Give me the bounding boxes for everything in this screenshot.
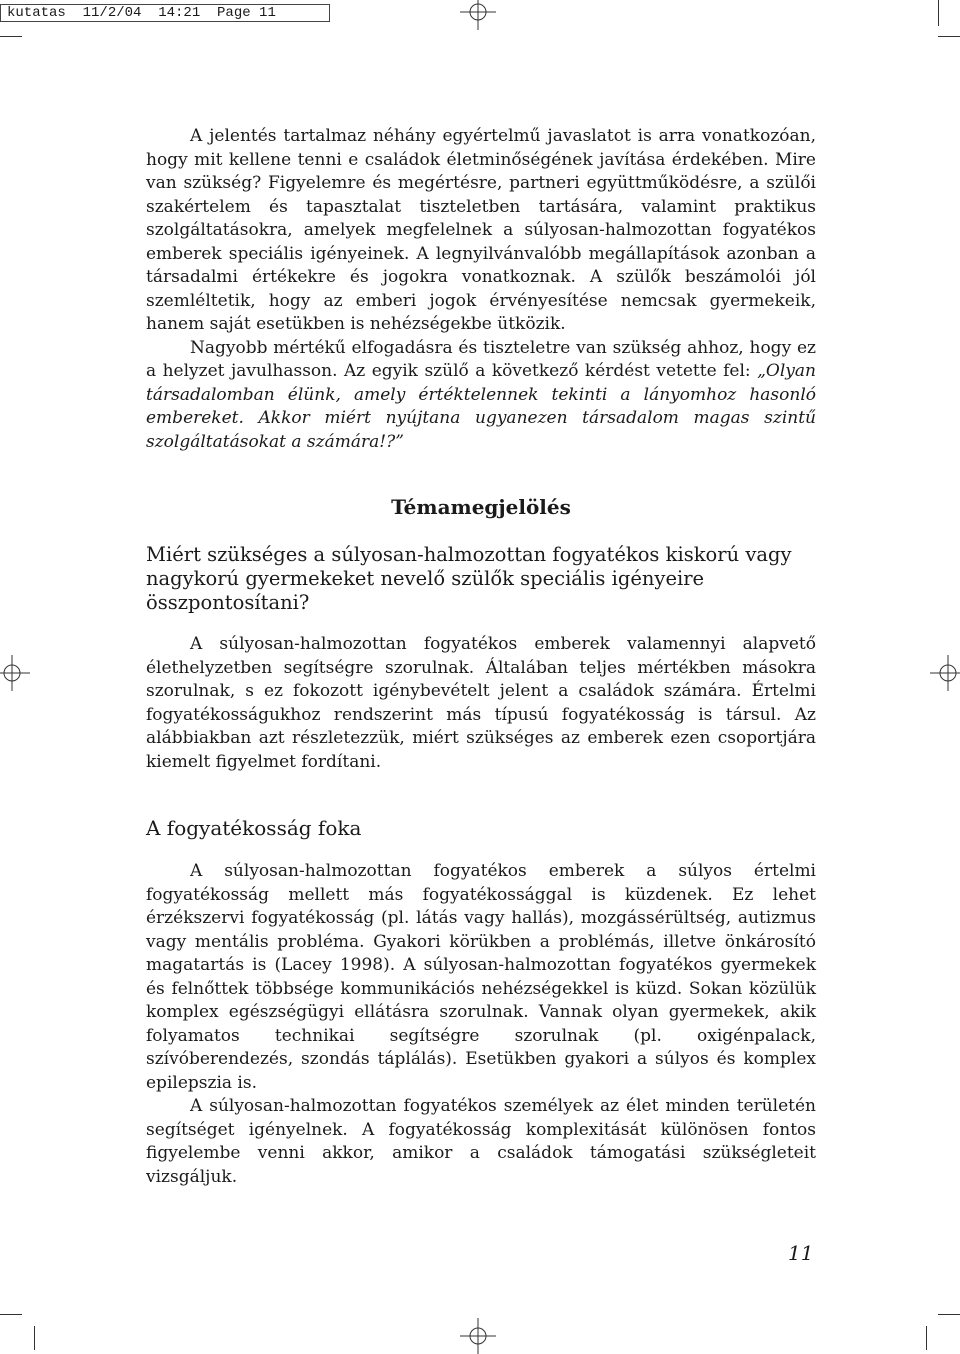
- section2-text: [146, 860, 816, 1189]
- section-heading-fogyatekossag-foka: A fogyatékosság foka: [146, 816, 362, 840]
- intro-paragraph-1: A jelentés tartalmaz néhány egyértelmű javaslatot is arra vonatkozóan, hogy mit kellene tenni e családok életminőségének javítása érdekében. Mire van szükség? Figyelemre és megértésre, partneri együttműködésre, a szülői szakértelem és tapasztalat tiszteletben tartására, valamint praktikus szolgáltatásokra, amelyek megfelelnek a súlyosan-halmozottan fogyatékos emberek speciális igényeinek. A legnyilvánvalóbb megállapítások azonban a társadalmi értékekre és jogokra vonatkoznak. A szülők beszámolói jól szemléltetik, hogy az emberi jogok érvényesítése nemcsak gyermekeik, hanem saját esetükben is nehézségekbe ütközik.: [146, 126, 816, 334]
- registration-mark-left-icon: [0, 655, 30, 691]
- section2-paragraph-1: A súlyosan-halmozottan fogyatékos emberek a súlyos értelmi fogyatékosság mellett más fogyatékossággal is küzdenek. Ez lehet érzékszervi fogyatékosság (pl. látás vagy hallás), mozgássérültség, autizmus vagy mentális probléma. Gyakori körükben a problémás, illetve önkárosító magatartás is (Lacey 1998). A súlyosan-halmozottan fogyatékos gyermekek és felnőttek többsége kommunikációs nehézségekkel is küzd. Sokan közülük komplex egészségügyi ellátásra szorulnak. Vannak olyan gyermekek, akik folyamatos technikai segítségre szorulnak (pl. oxigénpalack, szívóberendezés, szondás táplálás). Esetükben gyakori a súlyos és komplex epilepszia is.: [146, 861, 816, 1093]
- section2-paragraph-2: A súlyosan-halmozottan fogyatékos személyek az élet minden területén segítséget igényelnek. A fogyatékosság komplexitását különösen fontos figyelembe venni akkor, amikor a családok támogatási szükségleteit vizsgáljuk.: [146, 1096, 816, 1187]
- section1-paragraph-1: A súlyosan-halmozottan fogyatékos emberek valamennyi alapvető élethelyzetben segítségre szorulnak. Általában teljes mértékben másokra szorulnak, s ez fokozott igénybevételt jelent a családok számára. Értelmi fogyatékosságukhoz rendszerint más típusú fogyatékosság is társul. Az alábbiakban azt részletezzük, miért szükséges az emberek ezen csoportjára kiemelt figyelmet fordítani.: [146, 634, 816, 772]
- parent-quote: „Olyan társadalomban élünk, amely értéktelennek tekinti a lányomhoz hasonló embereket. Akkor miért nyújtana ugyanezen társadalom magas szintű szolgáltatásokat a számára!?”: [146, 361, 816, 452]
- crop-mark-bottom-right-h: [938, 1314, 960, 1315]
- crop-mark-bottom-left-h: [0, 1314, 22, 1315]
- crop-mark-top-left-h: [0, 36, 22, 37]
- page-number: 11: [788, 1241, 814, 1265]
- research-question: Miért szükséges a súlyosan-halmozottan fogyatékos kiskorú vagy nagykorú gyermekeket nevelő szülők speciális igényeire összpontosítani?: [146, 543, 792, 614]
- registration-mark-top-icon: [460, 0, 496, 30]
- intro-paragraph-2-text: Nagyobb mértékű elfogadásra és tiszteletre van szükség ahhoz, hogy ez a helyzet javulhasson. Az egyik szülő a következő kérdést vetette fel:: [146, 337, 816, 381]
- section1-text: [146, 633, 816, 774]
- registration-mark-right-icon: [930, 655, 960, 691]
- printer-slug: kutatas 11/2/04 14:21 Page 11: [0, 4, 330, 22]
- registration-mark-bottom-icon: [460, 1318, 496, 1354]
- intro-paragraph-2: [146, 337, 816, 455]
- section-heading-temamegjeloles: Témamegjelölés: [391, 495, 571, 519]
- crop-mark-bottom-right-v: [926, 1326, 927, 1350]
- crop-mark-bottom-left-v: [34, 1326, 35, 1350]
- crop-mark-top-right-v: [938, 0, 939, 26]
- intro-text: [146, 125, 816, 454]
- crop-mark-top-right-h: [938, 36, 960, 37]
